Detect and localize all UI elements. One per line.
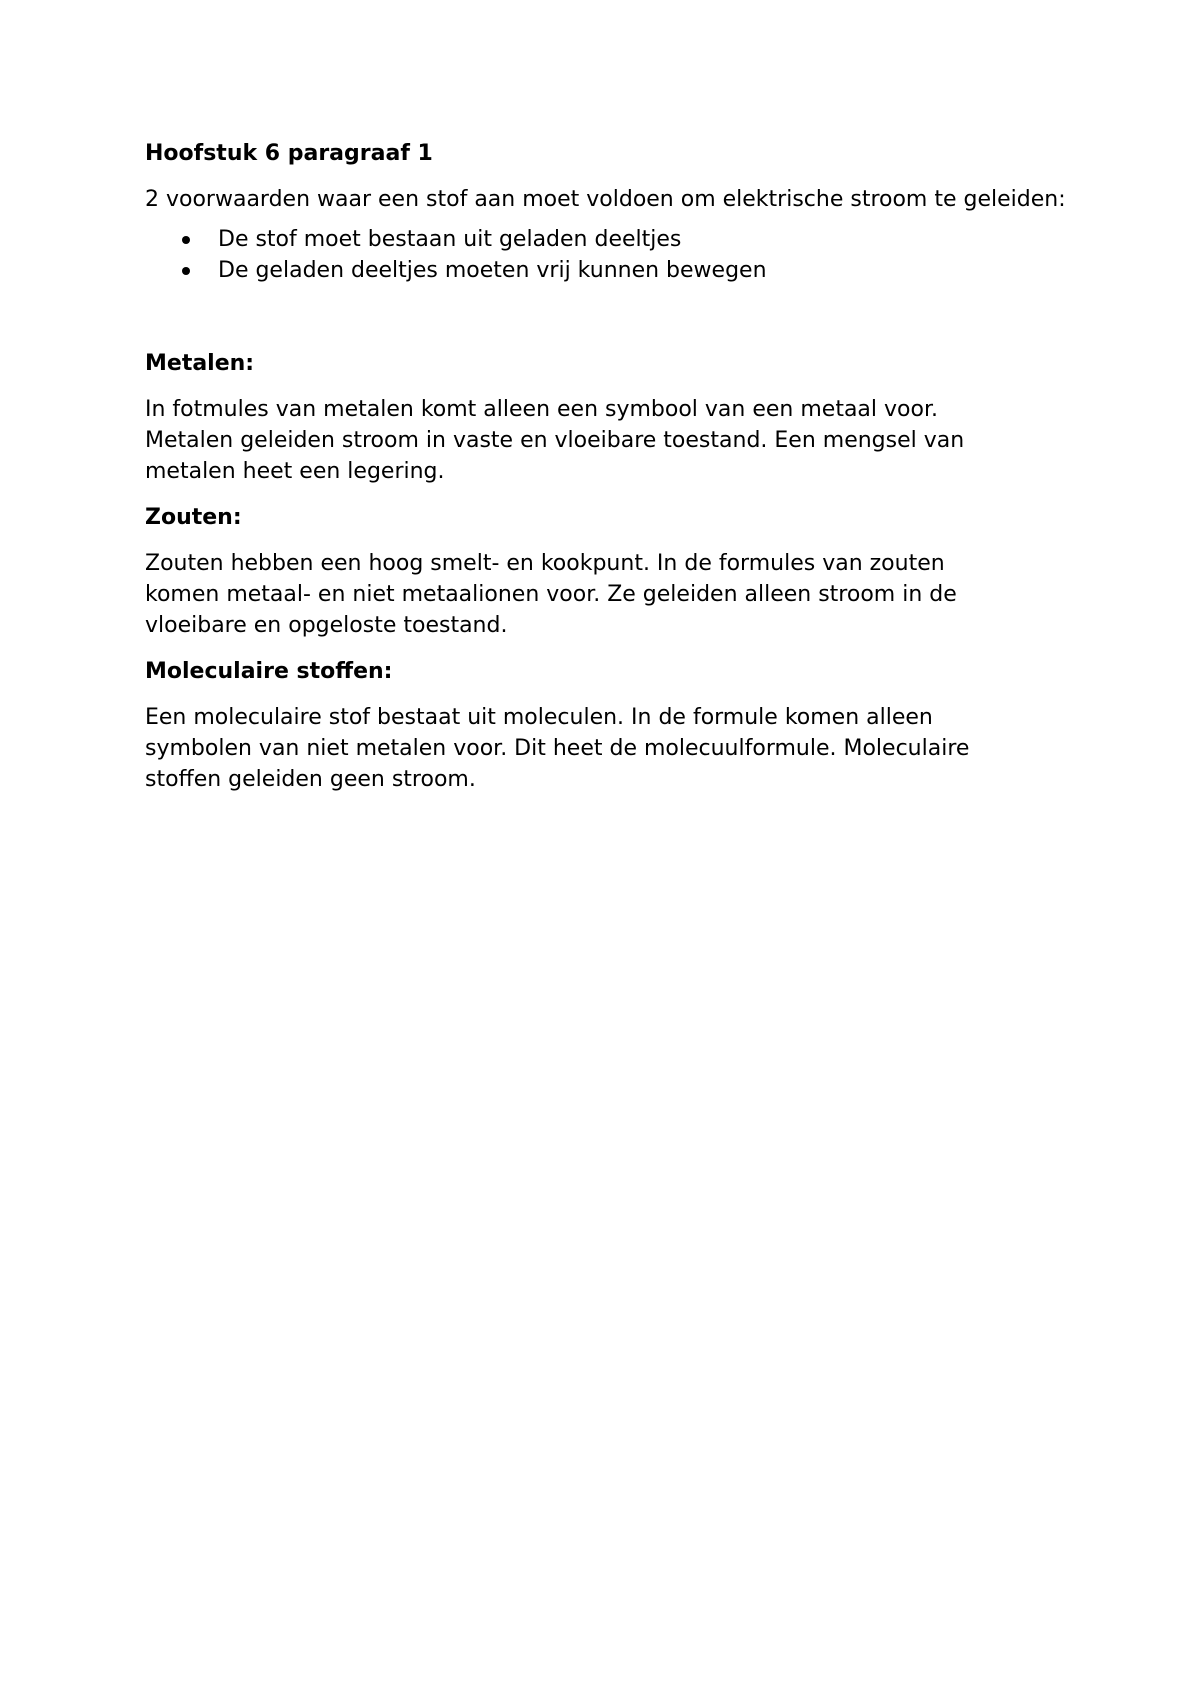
section-heading-zouten: Zouten: (145, 505, 242, 530)
section-body-metalen (145, 394, 1085, 487)
section-body-moleculaire-stoffen (145, 702, 1085, 795)
text-line: stoffen geleiden geen stroom. (145, 767, 476, 792)
list-item (145, 224, 1085, 255)
conditions-list (145, 224, 1085, 286)
text-line: vloeibare en opgeloste toestand. (145, 613, 508, 638)
text-line: In fotmules van metalen komt alleen een symbool van een metaal voor. (145, 397, 938, 422)
section-heading-metalen: Metalen: (145, 351, 255, 376)
text-line: komen metaal- en niet metaalionen voor. Ze geleiden alleen stroom in de (145, 582, 957, 607)
document-title: Hoofstuk 6 paragraaf 1 (145, 141, 433, 166)
bullet-icon (182, 267, 190, 275)
list-item-text: De geladen deeltjes moeten vrij kunnen bewegen (218, 258, 767, 283)
document-page (145, 138, 1085, 795)
section-body-zouten (145, 548, 1085, 641)
bullet-icon (182, 236, 190, 244)
list-item-text: De stof moet bestaan uit geladen deeltjes (218, 227, 682, 252)
text-line: Metalen geleiden stroom in vaste en vloeibare toestand. Een mengsel van (145, 428, 965, 453)
list-item (145, 255, 1085, 286)
intro-text: 2 voorwaarden waar een stof aan moet voldoen om elektrische stroom te geleiden: (145, 187, 1066, 212)
text-line: Zouten hebben een hoog smelt- en kookpunt. In de formules van zouten (145, 551, 945, 576)
section-heading-moleculaire-stoffen: Moleculaire stoffen: (145, 659, 393, 684)
text-line: Een moleculaire stof bestaat uit moleculen. In de formule komen alleen (145, 705, 933, 730)
text-line: symbolen van niet metalen voor. Dit heet de molecuulformule. Moleculaire (145, 736, 970, 761)
text-line: metalen heet een legering. (145, 459, 445, 484)
